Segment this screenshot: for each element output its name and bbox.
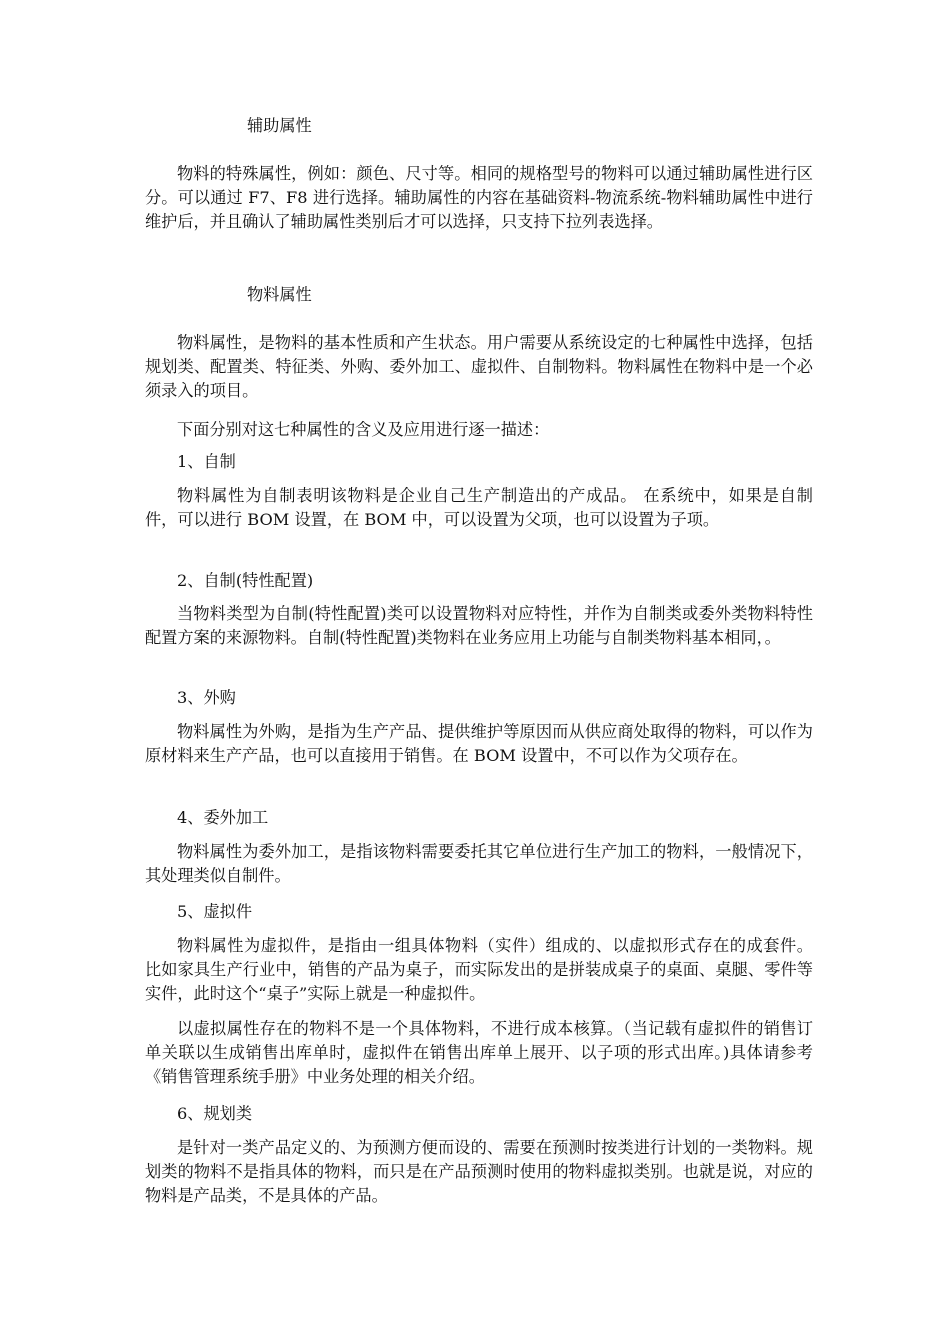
item-6-body: 是针对一类产品定义的、为预测方便而设的、需要在预测时按类进行计划的一类物料。规划类的物料不是指具体的物料，而只是在产品预测时使用的物料虚拟类别。也就是说，对应的物料是产品类，不是具体的产品。 [145, 1138, 813, 1205]
item-1-body: 物料属性为自制表明该物料是企业自己生产制造出的产成品。 在系统中，如果是自制件，可以进行 BOM 设置，在 BOM 中，可以设置为父项，也可以设置为子项。 [145, 486, 813, 529]
item-2-body: 当物料类型为自制(特性配置)类可以设置物料对应特性，并作为自制类或委外类物料特性配置方案的来源物料。自制(特性配置)类物料在业务应用上功能与自制类物料基本相同，。 [145, 604, 813, 647]
heading-auxiliary-attribute: 辅助属性 [247, 116, 312, 135]
paragraph-material-attribute: 物料属性，是物料的基本性质和产生状态。用户需要从系统设定的七种属性中选择，包括规划类、配置类、特征类、外购、委外加工、虚拟件、自制物料。物料属性在物料中是一个必须录入的项目。 [145, 333, 813, 400]
item-1-title: 1、自制 [177, 452, 236, 471]
paragraph-intro: 下面分别对这七种属性的含义及应用进行逐一描述： [177, 420, 550, 439]
item-3-title: 3、外购 [177, 688, 236, 707]
item-6-title: 6、规划类 [177, 1104, 253, 1123]
item-5-body-2: 以虚拟属性存在的物料不是一个具体物料，不进行成本核算。（当记载有虚拟件的销售订单关联以生成销售出库单时，虚拟件在销售出库单上展开、以子项的形式出库。)具体请参考《销售管理系统手册》中业务处理的相关介绍。 [145, 1019, 813, 1086]
item-3-body: 物料属性为外购，是指为生产产品、提供维护等原因而从供应商处取得的物料，可以作为原材料来生产产品，也可以直接用于销售。在 BOM 设置中，不可以作为父项存在。 [145, 722, 813, 765]
paragraph-auxiliary-attribute: 物料的特殊属性，例如：颜色、尺寸等。相同的规格型号的物料可以通过辅助属性进行区分。可以通过 F7、F8 进行选择。辅助属性的内容在基础资料-物流系统-物料辅助属性中进行维护后，并且确认了辅助属性类别后才可以选择，只支持下拉列表选择。 [145, 164, 813, 231]
item-4-body: 物料属性为委外加工，是指该物料需要委托其它单位进行生产加工的物料，一般情况下，其处理类似自制件。 [145, 842, 813, 885]
heading-material-attribute: 物料属性 [247, 285, 312, 304]
item-2-title: 2、自制(特性配置) [177, 571, 314, 590]
item-5-title: 5、虚拟件 [177, 902, 253, 921]
item-5-body-1: 物料属性为虚拟件，是指由一组具体物料（实件）组成的、以虚拟形式存在的成套件。 比如家具生产行业中，销售的产品为桌子，而实际发出的是拼装成桌子的桌面、桌腿、零件等实件，此时这个“桌子”实际上就是一种虚拟件。 [145, 936, 813, 1003]
item-4-title: 4、委外加工 [177, 808, 269, 827]
